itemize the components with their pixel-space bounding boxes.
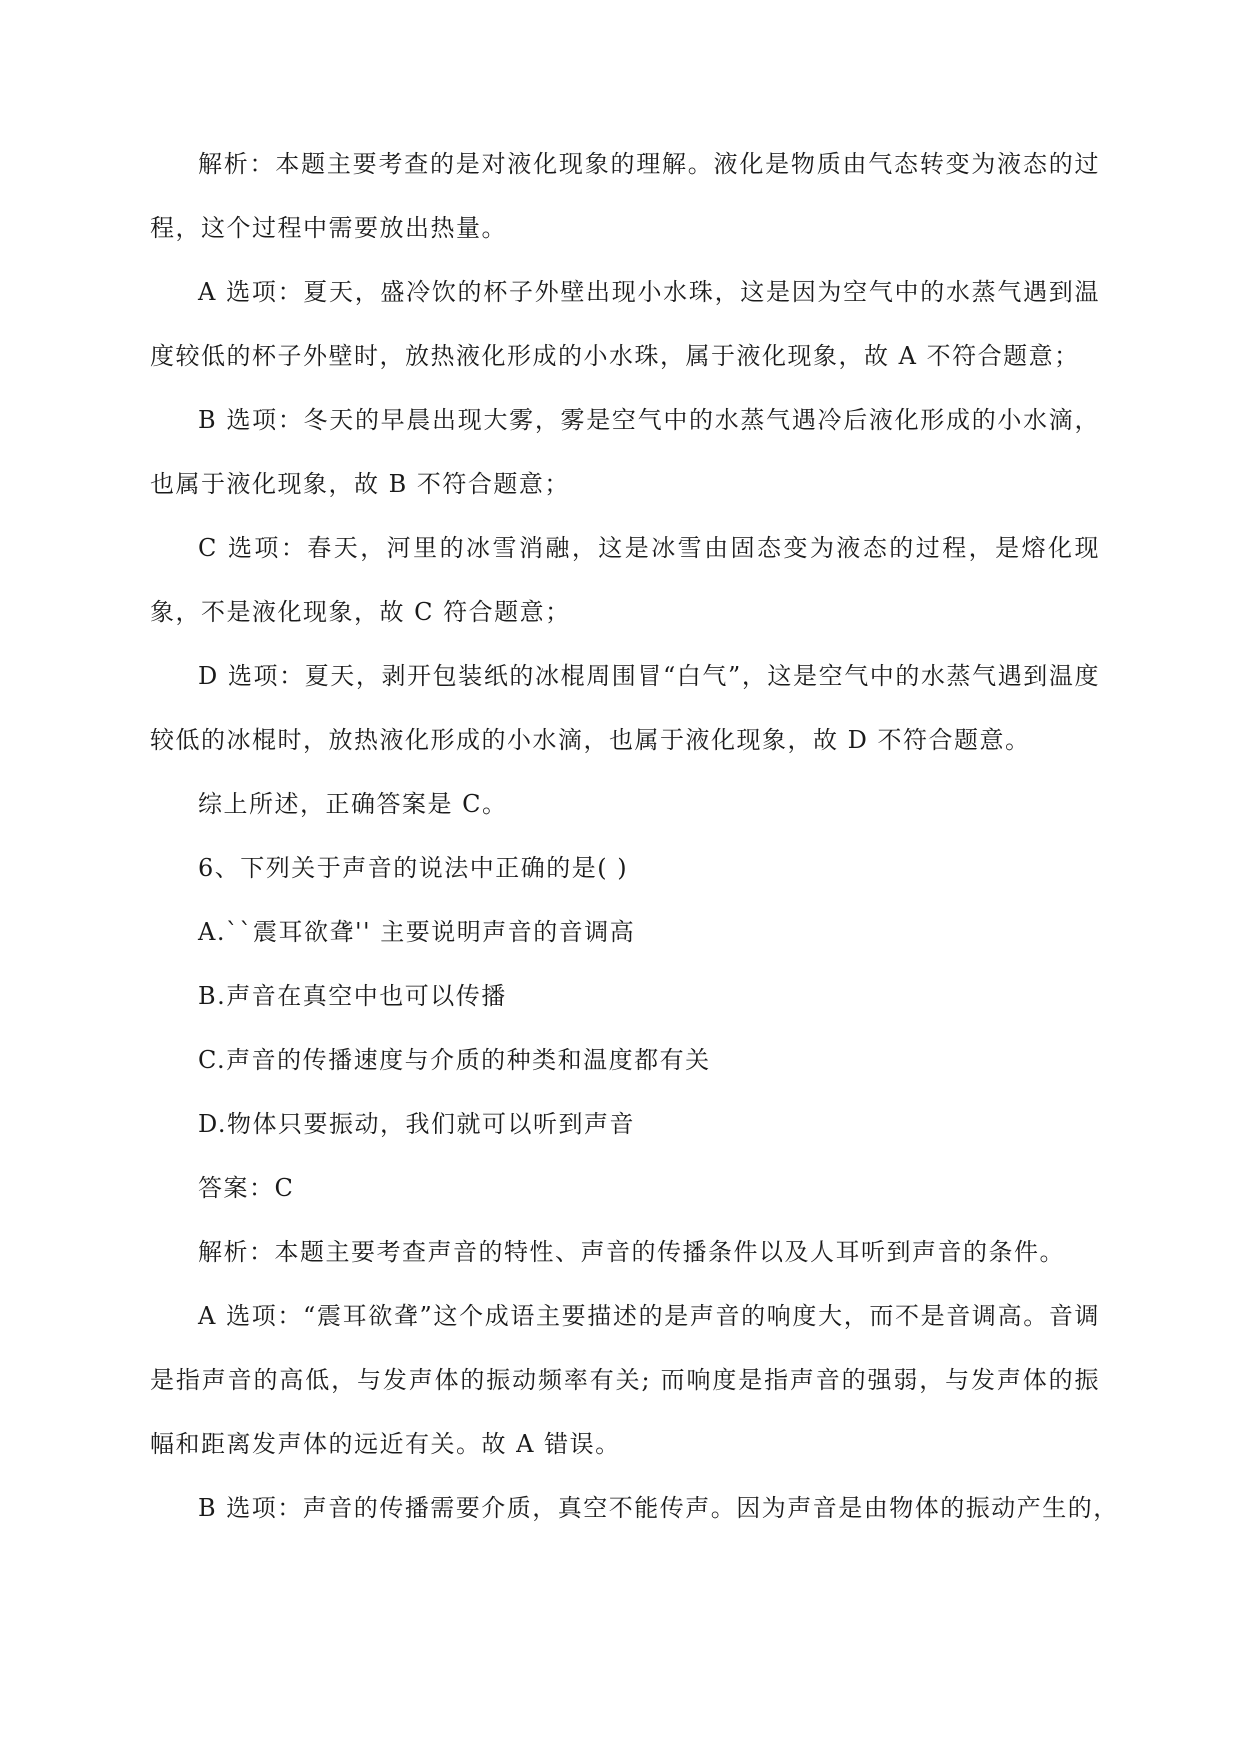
paragraph-option-b: B 选项：冬天的早晨出现大雾，雾是空气中的水蒸气遇冷后液化形成的小水滴，也属于液化现象，故 B 不符合题意； (150, 406, 1100, 498)
paragraph-option-d: D 选项：夏天，剥开包装纸的冰棍周围冒“白气”，这是空气中的水蒸气遇到温度较低的冰棍时，放热液化形成的小水滴，也属于液化现象，故 D 不符合题意。 (150, 662, 1100, 754)
question-6-choice-a: A.``震耳欲聋'' 主要说明声音的音调高 (198, 918, 636, 946)
paragraph-analysis-liquefaction: 解析：本题主要考查的是对液化现象的理解。液化是物质由气态转变为液态的过程，这个过程中需要放出热量。 (150, 150, 1100, 242)
paragraph-conclusion: 综上所述，正确答案是 C。 (198, 790, 508, 818)
paragraph-option-a: A 选项：夏天，盛冷饮的杯子外壁出现小水珠，这是因为空气中的水蒸气遇到温度较低的杯子外壁时，放热液化形成的小水珠，属于液化现象，故 A 不符合题意； (150, 278, 1100, 370)
question-6-choice-d: D.物体只要振动，我们就可以听到声音 (198, 1110, 636, 1138)
question-6-choice-b: B.声音在真空中也可以传播 (198, 982, 507, 1010)
question-6-option-a-explanation: A 选项：“震耳欲聋”这个成语主要描述的是声音的响度大，而不是音调高。音调是指声音的高低，与发声体的振动频率有关; 而响度是指声音的强弱，与发声体的振幅和距离发声体的远近有关。故 A 错误。 (150, 1302, 1100, 1458)
question-6-stem: 6、下列关于声音的说法中正确的是( ) (198, 854, 629, 882)
question-6-choice-c: C.声音的传播速度与介质的种类和温度都有关 (198, 1046, 711, 1074)
paragraph-option-c: C 选项：春天，河里的冰雪消融，这是冰雪由固态变为液态的过程，是熔化现象，不是液化现象，故 C 符合题意； (150, 534, 1100, 626)
question-6-option-b-explanation: B 选项：声音的传播需要介质，真空不能传声。因为声音是由物体的振动产生的， (198, 1494, 1119, 1522)
question-6-analysis: 解析：本题主要考查声音的特性、声音的传播条件以及人耳听到声音的条件。 (198, 1238, 1065, 1266)
question-6-answer: 答案：C (198, 1174, 295, 1202)
